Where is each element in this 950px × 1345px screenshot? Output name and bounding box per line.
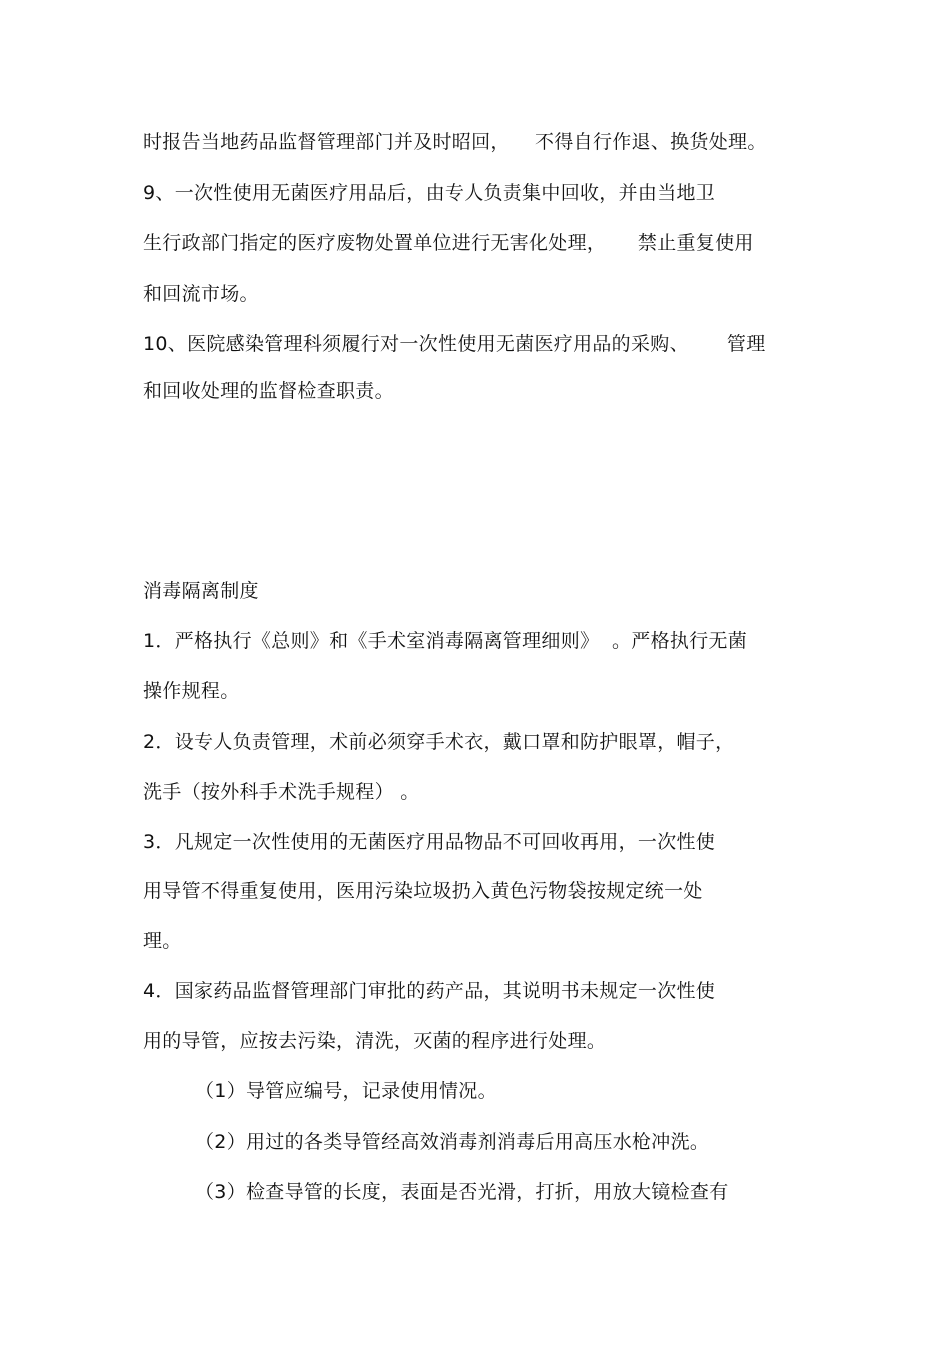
- text-line: 4．国家药品监督管理部门审批的药产品，其说明书未规定一次性使: [143, 980, 716, 1002]
- section-title: 消毒隔离制度: [143, 580, 259, 602]
- list-item: （2）用过的各类导管经高效消毒剂消毒后用高压水枪冲洗。: [195, 1131, 710, 1153]
- text-line: 用导管不得重复使用，医用污染垃圾扔入黄色污物袋按规定统一处: [143, 880, 703, 902]
- text-line: 2．设专人负责管理，术前必须穿手术衣，戴口罩和防护眼罩，帽子，: [143, 731, 735, 753]
- text-line: 9、一次性使用无菌医疗用品后，由专人负责集中回收，并由当地卫: [143, 182, 716, 204]
- text-line: 3．凡规定一次性使用的无菌医疗用品物品不可回收再用，一次性使: [143, 831, 716, 853]
- text-line: 洗手（按外科手术洗手规程） 。: [143, 781, 420, 803]
- text-line: 和回收处理的监督检查职责。: [143, 380, 394, 402]
- text-line: 生行政部门指定的医疗废物处置单位进行无害化处理， 禁止重复使用: [143, 232, 754, 254]
- text-line: 时报告当地药品监督管理部门并及时昭回， 不得自行作退、换货处理。: [143, 131, 767, 153]
- text-line: 和回流市场。: [143, 283, 259, 305]
- list-item: （1）导管应编号，记录使用情况。: [195, 1080, 497, 1102]
- text-line: 理。: [143, 930, 182, 952]
- text-line: 10、医院感染管理科须履行对一次性使用无菌医疗用品的采购、 管理: [143, 333, 766, 355]
- text-line: 用的导管，应按去污染，清洗，灭菌的程序进行处理。: [143, 1030, 607, 1052]
- list-item: （3）检查导管的长度，表面是否光滑，打折，用放大镜检查有: [195, 1181, 729, 1203]
- text-line: 1．严格执行《总则》和《手术室消毒隔离管理细则》 。严格执行无菌: [143, 630, 748, 652]
- text-line: 操作规程。: [143, 680, 240, 702]
